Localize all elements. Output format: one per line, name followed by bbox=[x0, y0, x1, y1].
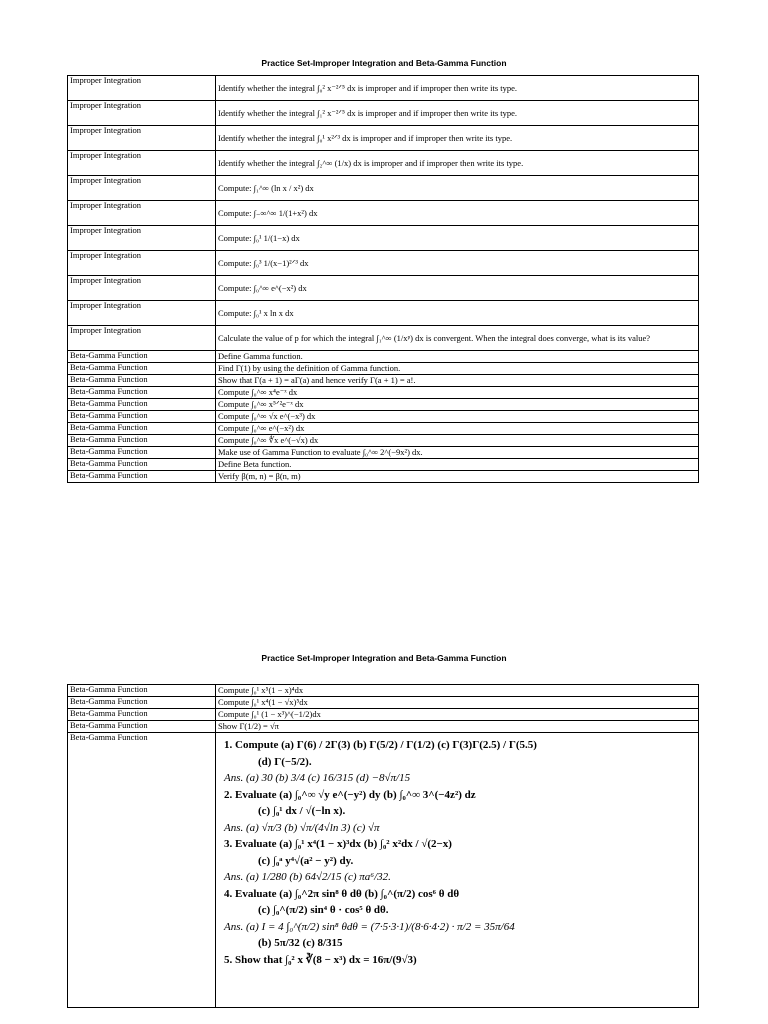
topic-cell: Beta-Gamma Function bbox=[68, 399, 216, 411]
table-row bbox=[68, 411, 699, 423]
table-row bbox=[68, 101, 699, 126]
topic-cell: Beta-Gamma Function bbox=[68, 471, 216, 483]
topic-cell: Improper Integration bbox=[68, 201, 216, 226]
topic-cell: Beta-Gamma Function bbox=[68, 411, 216, 423]
topic-cell: Beta-Gamma Function bbox=[68, 387, 216, 399]
topic-cell: Beta-Gamma Function bbox=[68, 423, 216, 435]
table-row bbox=[68, 459, 699, 471]
exercise-line: Ans. (a) 30 (b) 3/4 (c) 16/315 (d) −8√π/15 bbox=[224, 772, 411, 784]
question-cell: Compute ∫₀^∞ e^(−x²) dx bbox=[216, 423, 699, 435]
question-cell: Compute ∫₀^∞ √x e^(−x³) dx bbox=[216, 411, 699, 423]
exercise-line: Ans. (a) I = 4 ∫₀^(π/2) sin⁸ θdθ = (7·5·3·1)/(8·6·4·2) · π/2 = 35π/64 bbox=[224, 920, 515, 933]
exercise-line: (b) 5π/32 (c) 8/315 bbox=[258, 937, 343, 949]
question-cell: Calculate the value of p for which the integral ∫₁^∞ (1/xᵖ) dx is convergent. When the integral does converge, what is its value? bbox=[216, 326, 699, 351]
topic-cell: Improper Integration bbox=[68, 326, 216, 351]
table-row bbox=[68, 126, 699, 151]
questions-table bbox=[67, 684, 699, 1008]
question-cell: Show Γ(1/2) = √π bbox=[216, 721, 699, 733]
topic-cell: Beta-Gamma Function bbox=[68, 721, 216, 733]
table-row bbox=[68, 76, 699, 101]
question-cell: Compute ∫₀^∞ ∜x e^(−√x) dx bbox=[216, 435, 699, 447]
question-cell: Verify β(m, n) = β(n, m) bbox=[216, 471, 699, 483]
topic-cell: Improper Integration bbox=[68, 276, 216, 301]
question-cell: Compute: ∫₀³ 1/(x−1)²ᐟ³ dx bbox=[216, 251, 699, 276]
exercise-line: 5. Show that ∫₀² x ∛(8 − x³) dx = 16π/(9√3) bbox=[224, 953, 417, 966]
table-row bbox=[68, 151, 699, 176]
question-cell: Compute: ∫₀^∞ e^(−x²) dx bbox=[216, 276, 699, 301]
question-cell: Compute ∫₀^∞ x⁴e⁻ˣ dx bbox=[216, 387, 699, 399]
question-cell: Show that Γ(a + 1) = aΓ(a) and hence verify Γ(a + 1) = a!. bbox=[216, 375, 699, 387]
page-title: Practice Set-Improper Integration and Beta-Gamma Function bbox=[261, 653, 507, 663]
question-cell: Compute ∫₀¹ (1 − x³)^(−1/2)dx bbox=[216, 709, 699, 721]
question-cell: Define Beta function. bbox=[216, 459, 699, 471]
table-row bbox=[68, 351, 699, 363]
exercise-line: 4. Evaluate (a) ∫₀^2π sin⁸ θ dθ (b) ∫₀^(π/2) cos⁶ θ dθ bbox=[224, 887, 460, 900]
table-row bbox=[68, 176, 699, 201]
exercise-line: (c) ∫₀¹ dx / √(−ln x). bbox=[258, 805, 346, 817]
table-row bbox=[68, 387, 699, 399]
exercise-line: Ans. (a) 1/280 (b) 64√2/15 (c) πa⁶/32. bbox=[224, 871, 391, 883]
exercise-line: 1. Compute (a) Γ(6) / 2Γ(3) (b) Γ(5/2) / Γ(1/2) (c) Γ(3)Γ(2.5) / Γ(5.5) bbox=[224, 739, 537, 751]
topic-cell: Improper Integration bbox=[68, 101, 216, 126]
question-cell: Compute ∫₀¹ x⁴(1 − √x)⁵dx bbox=[216, 697, 699, 709]
table-row bbox=[68, 399, 699, 411]
table-row bbox=[68, 709, 699, 721]
table-row bbox=[68, 471, 699, 483]
topic-cell: Beta-Gamma Function bbox=[68, 435, 216, 447]
topic-cell: Beta-Gamma Function bbox=[68, 697, 216, 709]
topic-cell: Improper Integration bbox=[68, 151, 216, 176]
question-cell: Compute: ∫₀¹ x ln x dx bbox=[216, 301, 699, 326]
topic-cell: Beta-Gamma Function bbox=[68, 363, 216, 375]
exercise-line: (c) ∫₀^(π/2) sin⁴ θ · cos⁵ θ dθ. bbox=[258, 904, 389, 916]
question-cell: Compute ∫₀^∞ x⁵ᐟ²e⁻ˣ dx bbox=[216, 399, 699, 411]
topic-cell: Beta-Gamma Function bbox=[68, 459, 216, 471]
question-cell: Identify whether the integral ∫₁² x⁻²ᐟ⁵ dx is improper and if improper then write its type. bbox=[216, 101, 699, 126]
topic-cell: Beta-Gamma Function bbox=[68, 351, 216, 363]
topic-cell: Improper Integration bbox=[68, 76, 216, 101]
table-row bbox=[68, 363, 699, 375]
table-row bbox=[68, 423, 699, 435]
question-cell: Compute ∫₀¹ x⁵(1 − x)⁴dx bbox=[216, 685, 699, 697]
table-row bbox=[68, 447, 699, 459]
exercise-line: (d) Γ(−5/2). bbox=[258, 755, 312, 768]
table-row bbox=[68, 697, 699, 709]
exercise-line: 2. Evaluate (a) ∫₀^∞ √y e^(−y²) dy (b) ∫₀^∞ 3^(−4z²) dz bbox=[224, 788, 476, 801]
questions-table bbox=[67, 75, 699, 483]
topic-cell: Beta-Gamma Function bbox=[68, 733, 216, 1008]
topic-cell: Improper Integration bbox=[68, 301, 216, 326]
question-cell: Identify whether the integral ∫₀² x⁻²ᐟ⁵ dx is improper and if improper then write its type. bbox=[216, 76, 699, 101]
question-cell: Identify whether the integral ∫₀¹ x²ᐟ³ dx is improper and if improper then write its type. bbox=[216, 126, 699, 151]
table-row bbox=[68, 326, 699, 351]
table-row bbox=[68, 733, 699, 1008]
exercise-line: 3. Evaluate (a) ∫₀¹ x⁴(1 − x)³dx (b) ∫₀² x²dx / √(2−x) bbox=[224, 838, 452, 850]
question-cell: Find Γ(1) by using the definition of Gamma function. bbox=[216, 363, 699, 375]
table-row bbox=[68, 276, 699, 301]
topic-cell: Improper Integration bbox=[68, 126, 216, 151]
table-row bbox=[68, 375, 699, 387]
table-row bbox=[68, 301, 699, 326]
topic-cell: Improper Integration bbox=[68, 176, 216, 201]
topic-cell: Beta-Gamma Function bbox=[68, 685, 216, 697]
topic-cell: Beta-Gamma Function bbox=[68, 447, 216, 459]
table-row bbox=[68, 721, 699, 733]
topic-cell: Improper Integration bbox=[68, 226, 216, 251]
topic-cell: Beta-Gamma Function bbox=[68, 375, 216, 387]
exercise-block bbox=[216, 733, 699, 1008]
question-cell: Compute: ∫₀¹ 1/(1−x) dx bbox=[216, 226, 699, 251]
topic-cell: Improper Integration bbox=[68, 251, 216, 276]
question-cell: Define Gamma function. bbox=[216, 351, 699, 363]
table-row bbox=[68, 226, 699, 251]
exercise-line: Ans. (a) √π/3 (b) √π/(4√ln 3) (c) √π bbox=[224, 821, 380, 834]
question-cell: Compute: ∫₁^∞ (ln x / x²) dx bbox=[216, 176, 699, 201]
question-cell: Compute: ∫₋∞^∞ 1/(1+x²) dx bbox=[216, 201, 699, 226]
topic-cell: Beta-Gamma Function bbox=[68, 709, 216, 721]
exercise-line: (c) ∫₀ᵃ y⁴√(a² − y²) dy. bbox=[258, 854, 354, 867]
table-row bbox=[68, 201, 699, 226]
table-row bbox=[68, 685, 699, 697]
table-row bbox=[68, 435, 699, 447]
page-title: Practice Set-Improper Integration and Beta-Gamma Function bbox=[261, 58, 507, 68]
question-cell: Make use of Gamma Function to evaluate ∫₀^∞ 2^(−9x²) dx. bbox=[216, 447, 699, 459]
table-row bbox=[68, 251, 699, 276]
question-cell: Identify whether the integral ∫₂^∞ (1/x) dx is improper and if improper then write its type. bbox=[216, 151, 699, 176]
